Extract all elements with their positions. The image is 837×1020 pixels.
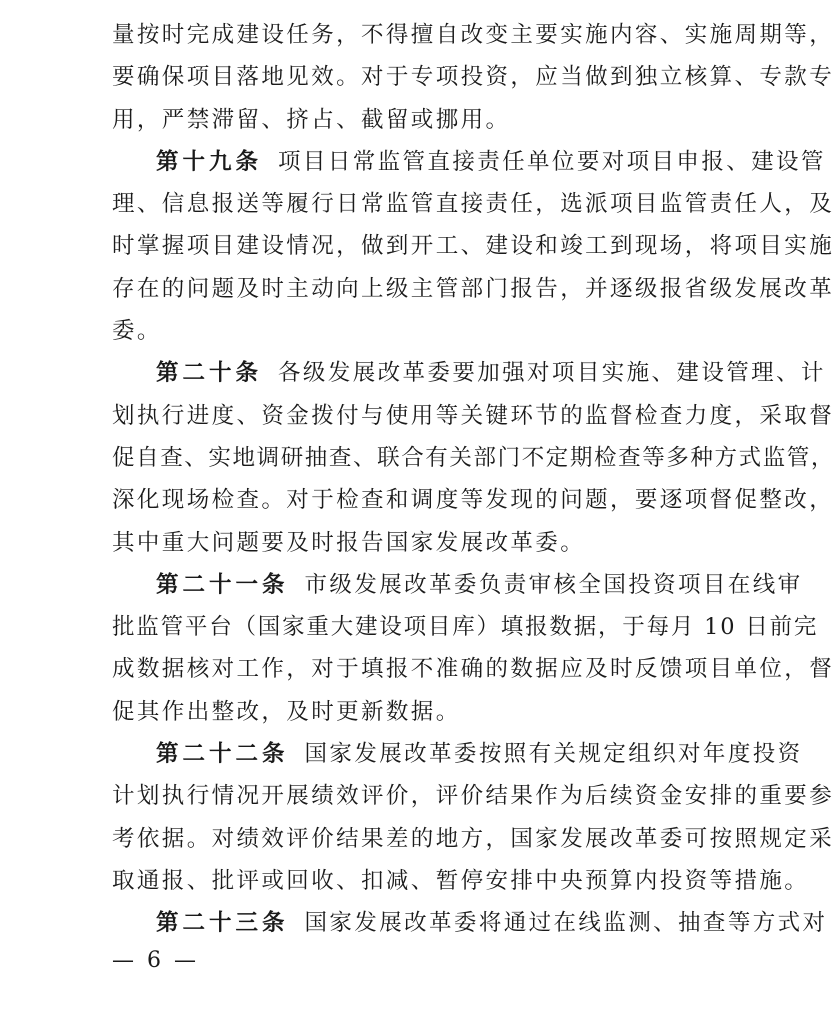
article-23 (112, 902, 828, 944)
text-line: 量按时完成建设任务，不得擅自改变主要实施内容、实施周期等， (112, 22, 835, 48)
text-line: 各级发展改革委要加强对项目实施、建设管理、计 (278, 360, 826, 387)
text-line: 项目日常监管直接责任单位要对项目申报、建设管 (278, 148, 826, 175)
text-line: 时掌握项目建设情况，做到开工、建设和竣工到现场，将项目实施 (112, 233, 835, 260)
text-line: 深化现场检查。对于检查和调度等发现的问题，要逐项督促整改， (112, 487, 835, 514)
paragraph-continued (112, 14, 835, 141)
text-line: 委。 (112, 318, 162, 345)
article-19 (112, 141, 835, 352)
article-first-line (112, 733, 803, 775)
article-title: 第二十条 (156, 360, 263, 387)
article-first-line (112, 141, 826, 183)
text-line: 促自查、实地调研抽查、联合有关部门不定期检查等多种方式监管， (112, 444, 836, 471)
article-22 (112, 733, 835, 902)
text-line: 划执行进度、资金拨付与使用等关键环节的监督检查力度，采取督 (112, 402, 835, 429)
article-20 (112, 352, 836, 563)
text-line: 存在的问题及时主动向上级主管部门报告，并逐级报省级发展改革 (112, 275, 835, 302)
article-title: 第二十一条 (156, 571, 289, 598)
article-first-line (112, 352, 826, 394)
text-line: 考依据。对绩效评价结果差的地方，国家发展改革委可按照规定采 (112, 825, 835, 852)
text-line: 国家发展改革委将通过在线监测、抽查等方式对 (304, 910, 828, 937)
article-21 (112, 564, 835, 733)
page-number: — 6 — (112, 948, 199, 973)
text-line: 用，严禁滞留、挤占、截留或挪用。 (112, 106, 511, 133)
text-line: 促其作出整改，及时更新数据。 (112, 698, 461, 725)
article-first-line (112, 902, 828, 944)
article-title: 第二十三条 (156, 910, 289, 937)
text-line: 计划执行情况开展绩效评价，评价结果作为后续资金安排的重要参 (112, 783, 835, 810)
article-title: 第二十二条 (156, 741, 289, 768)
article-first-line (112, 564, 803, 606)
text-line: 要确保项目落地见效。对于专项投资，应当做到独立核算、专款专 (112, 64, 835, 91)
text-line: 理、信息报送等履行日常监管直接责任，选派项目监管责任人，及 (112, 191, 835, 218)
text-line: 批监管平台（国家重大建设项目库）填报数据，于每月 10 日前完 (112, 614, 819, 641)
article-title: 第十九条 (156, 148, 263, 175)
text-line: 国家发展改革委按照有关规定组织对年度投资 (304, 741, 803, 768)
text-line: 其中重大问题要及时报告国家发展改革委。 (112, 529, 586, 556)
text-line: 取通报、批评或回收、扣减、暂停安排中央预算内投资等措施。 (112, 867, 810, 894)
document-page (112, 14, 836, 945)
text-line: 成数据核对工作，对于填报不准确的数据应及时反馈项目单位，督 (112, 656, 835, 683)
text-line: 市级发展改革委负责审核全国投资项目在线审 (304, 571, 803, 598)
